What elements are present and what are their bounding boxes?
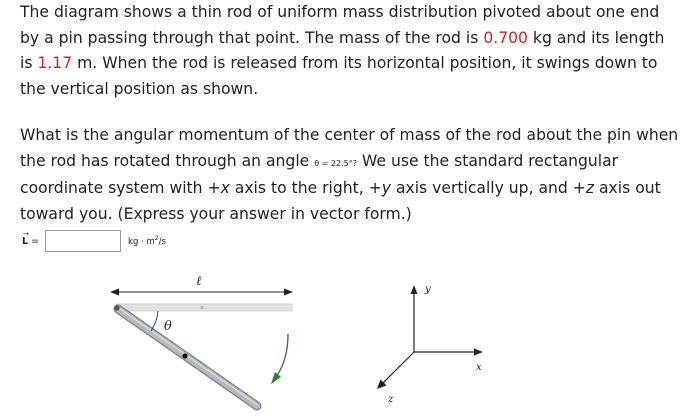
y-axis-arrow-icon [411, 285, 418, 294]
length-label: ℓ [196, 274, 202, 289]
z-axis-line [383, 352, 414, 383]
coordinate-axes [377, 284, 483, 405]
z-axis-label: z [388, 394, 394, 405]
pivot-pin [114, 305, 119, 310]
problem-text-1b: kg and its length is [20, 28, 665, 73]
unit-text: kg · m [128, 236, 155, 247]
question-text-a: What is the angular momentum of the center of mass of the rod about the pin when the rod has rotated through an angle [20, 126, 679, 170]
x-axis-label: x [476, 362, 482, 373]
question-text-b: We use the standard rectangular coordinate system with + [20, 151, 619, 198]
y-axis-label: y [425, 284, 431, 295]
rod-initial-position [116, 304, 292, 311]
vector-arrow: → [23, 229, 29, 238]
length-arrow-right-icon [284, 289, 293, 296]
axis-x-ref: x [220, 179, 230, 198]
problem-text-1a: The diagram shows a thin rod of uniform mass distribution pivoted about one end by a pin passing through that point. The mass of the rod is [20, 3, 660, 47]
swing-arrow-icon [271, 372, 281, 384]
swing-arrow-path [276, 334, 288, 377]
x-axis-arrow-icon [474, 349, 483, 356]
problem-text-1c: m. When the rod is released from its horizontal position, it swings down to the vertical position as shown. [20, 54, 658, 98]
center-of-mass-dot [182, 353, 187, 358]
angle-label: θ [164, 319, 172, 334]
axis-z-ref: z [585, 179, 595, 198]
unit-exponent: 2 [154, 235, 159, 243]
question-text-e: axis out toward you. (Express your answer in vector form.) [20, 179, 661, 223]
rod-rotated [118, 308, 257, 407]
axis-y-ref: y [381, 179, 391, 198]
question-text-c: axis to the right, + [229, 179, 382, 198]
symbol-letter: L [22, 235, 29, 247]
length-arrow-left-icon [110, 289, 119, 296]
angle-value: θ = 22.5°? [314, 158, 357, 168]
equals-sign: = [31, 235, 40, 247]
mass-value: 0.700 [483, 28, 528, 47]
length-value: 1.17 [37, 54, 73, 73]
question-text-d: axis vertically up, and + [390, 179, 586, 198]
initial-center-of-mass [200, 306, 204, 310]
unit-tail: /s [158, 236, 166, 247]
